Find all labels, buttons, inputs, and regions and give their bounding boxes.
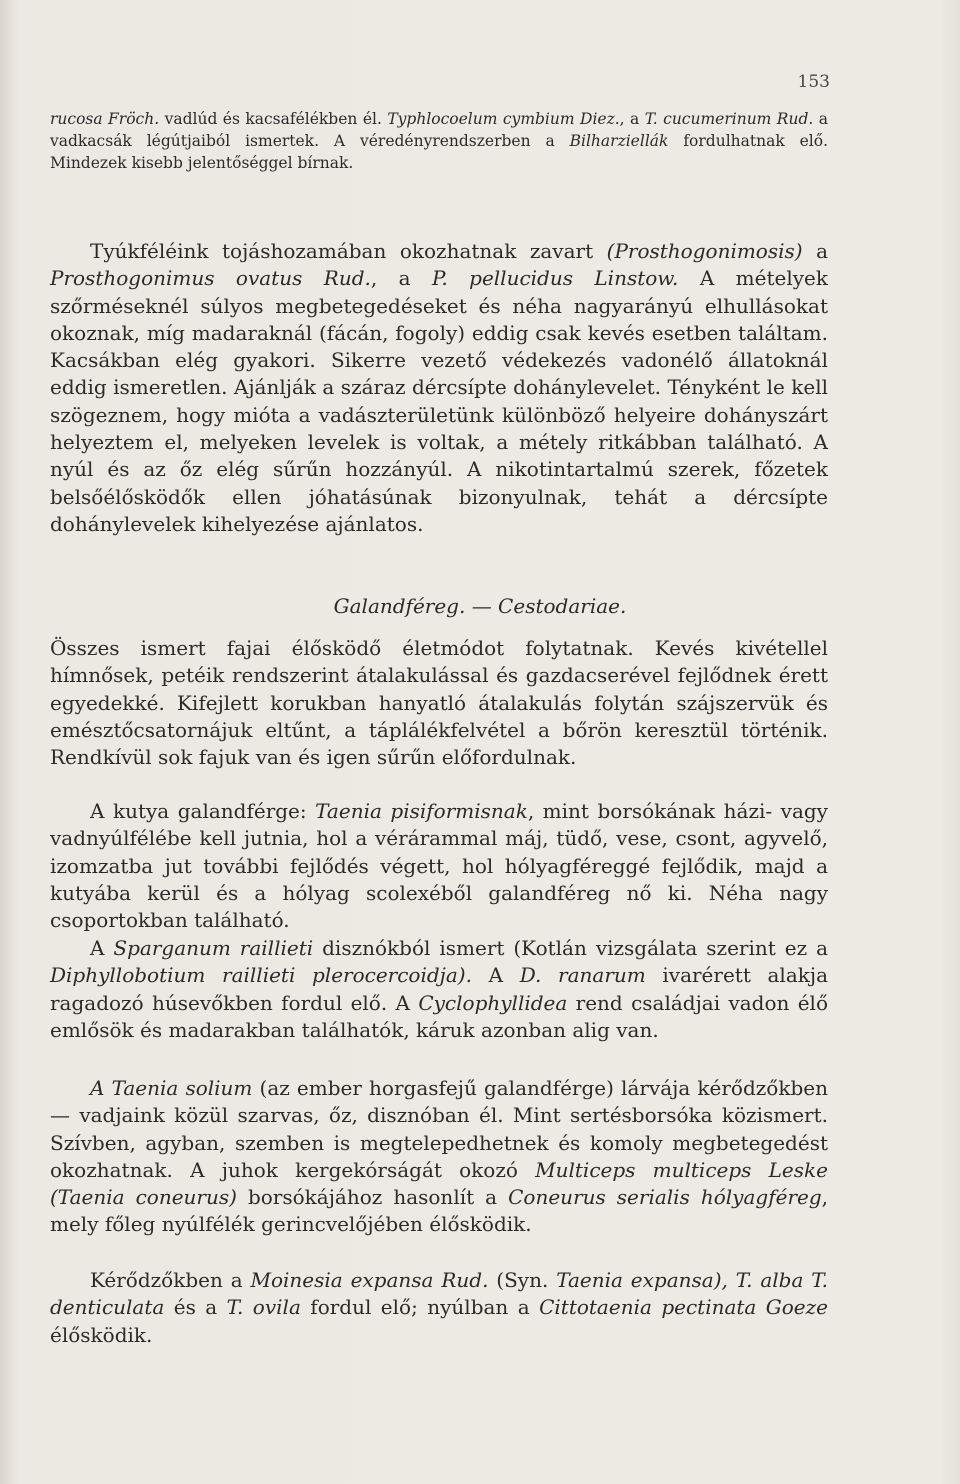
italic-text: P. pellucidus Linstow. (431, 266, 679, 291)
italic-text: A Taenia solium (90, 1076, 253, 1100)
text-segment: , a (619, 110, 645, 128)
italic-text: T. cucumerinum Rud. (644, 110, 814, 128)
italic-text: Cittotaenia pectinata Goeze (539, 1295, 829, 1320)
text-segment: fordulhatnak elő. Mindezek kisebb jelentőséggel bírnak. (50, 132, 829, 172)
text-segment: élősködik. (50, 1322, 153, 1347)
text-segment: Tyúkféléink tojáshozamában okozhatnak zavart (90, 239, 607, 263)
text-segment: a (802, 239, 828, 263)
text-segment: A (90, 936, 114, 960)
text-segment: és a (164, 1295, 227, 1320)
italic-text: rucosa Fröch. (50, 110, 160, 128)
text-segment: , a (370, 266, 432, 291)
text-segment: vadlúd és kacsafélékben él. (159, 110, 388, 128)
italic-text: Prosthogonimus ovatus Rud. (50, 266, 371, 291)
italic-text: Cyclophyllidea (418, 990, 568, 1015)
text-segment: A (471, 963, 520, 988)
text-segment: (az ember horgasfejű galandférge) lárvája kérődzőkben — vadjaink közül szarvas, őz, disznóban él. Mint sertésborsóka közismert. Szívben, agyban, szemben is megtelepedhetnek és komoly megbetegedést okozhatnak. A juhok kergekórságát okozó (50, 1076, 828, 1182)
italic-text: Typhlocoelum cymbium Diez. (387, 110, 620, 128)
text-segment: A mételyek szőrméseknél súlyos megbetegedéseket és néha nagyarányú elhullásokat okoznak, míg madaraknál (fácán, fogoly) eddig csak kevés esetben találtam. Kacsákban elég gyakori. Sikerre vezető védekezés vadonélő állatoknál eddig ismeretlen. Ajánlják a száraz dércsípte dohánylevelet. Tényként le kell szögeznem, hogy mióta a vadászterületünk különböző helyeire dohányszárt helyeztem el, melyeken levelek is voltak, a métely ritkábban található. A nyúl és az őz elég sűrűn hozzányúl. A nikotintartalmú szerek, főzetek belsőélősködők ellen jóhatásúnak bizonyulnak, tehát a dércsípte dohánylevelek kihelyezése ajánlatos. (50, 266, 828, 536)
text-segment: a vadkacsák légútjaiból ismertek. A véredényrendszerben a (50, 110, 829, 150)
italic-text: Sparganum raillieti (113, 936, 314, 960)
paragraph-trematodes-continued (50, 108, 828, 174)
italic-text: Bilharziellák (569, 132, 669, 150)
italic-text: Moinesia expansa Rud. (250, 1268, 489, 1292)
italic-text: Galandféreg. — Cestodariae. (333, 594, 627, 618)
paragraph-taenia-solium (50, 1075, 828, 1239)
text-segment: , mint borsókának házi- vagy vadnyúlfélébe kell jutnia, hol a vérárammal máj, tüdő, vese, csont, agyvelő, izomzatba jut további fejlődés végett, hol hólyagféreggé fejlődik, majd a kutyába kerül és a hólyag scolexéből galandféreg nő ki. Néha nagy csoportokban található. (50, 799, 828, 933)
text-segment: , mely főleg nyúlfélék gerincvelőjében élősködik. (50, 1185, 828, 1237)
italic-text: Diphyllobotium raillieti plerocercoidja). (50, 963, 472, 988)
italic-text: Taenia expansa), T. alba T. denticulata (50, 1268, 828, 1320)
text-segment: (Syn. (488, 1268, 557, 1292)
paragraph-sparganum (50, 935, 828, 1044)
paragraph-taenia-pisiformis (50, 798, 828, 934)
text-segment: ivarérett alakja ragadozó húsevőkben fordul elő. A (50, 963, 828, 1015)
italic-text: Coneurus serialis hólyagféreg (508, 1185, 822, 1210)
text-segment: A kutya galandférge: (90, 799, 316, 823)
italic-text: D. ranarum (519, 963, 646, 988)
paragraph-prosthogonimosis (50, 238, 828, 538)
text-segment: Összes ismert fajai élősködő életmódot folytatnak. Kevés kivétellel hímnősek, petéik rendszerint átalakulással és gazdacserével fejlődnek érett egyedekké. Kifejlett korukban hanyatló átalakulás folytán szájszervük és emésztőcsatornájuk eltűnt, a táplálékfelvétel a bőrön keresztül történik. Rendkívül sok fajuk van és igen sűrűn előfordulnak. (50, 636, 828, 770)
italic-text: Multiceps multiceps Leske (Taenia coneurus) (50, 1157, 828, 1210)
text-segment: borsókájához hasonlít a (236, 1185, 509, 1210)
italic-text: Taenia pisiformisnak (315, 799, 528, 823)
italic-text: T. ovila (226, 1295, 301, 1320)
paragraph-cestodes-intro (50, 635, 828, 771)
text-segment: disznókból ismert (Kotlán vizsgálata szerint ez a (313, 936, 829, 960)
text-segment: fordul elő; nyúlban a (300, 1295, 540, 1320)
text-segment: rend családjai vadon élő emlősök és madarakban találhatók, káruk azonban alig van. (50, 990, 828, 1042)
italic-text: (Prosthogonimosis) (606, 239, 803, 263)
section-heading-cestodariae (0, 594, 960, 618)
page-number: 153 (797, 72, 830, 92)
paragraph-moniezia (50, 1267, 828, 1349)
text-segment: Kérődzőkben a (90, 1268, 251, 1292)
